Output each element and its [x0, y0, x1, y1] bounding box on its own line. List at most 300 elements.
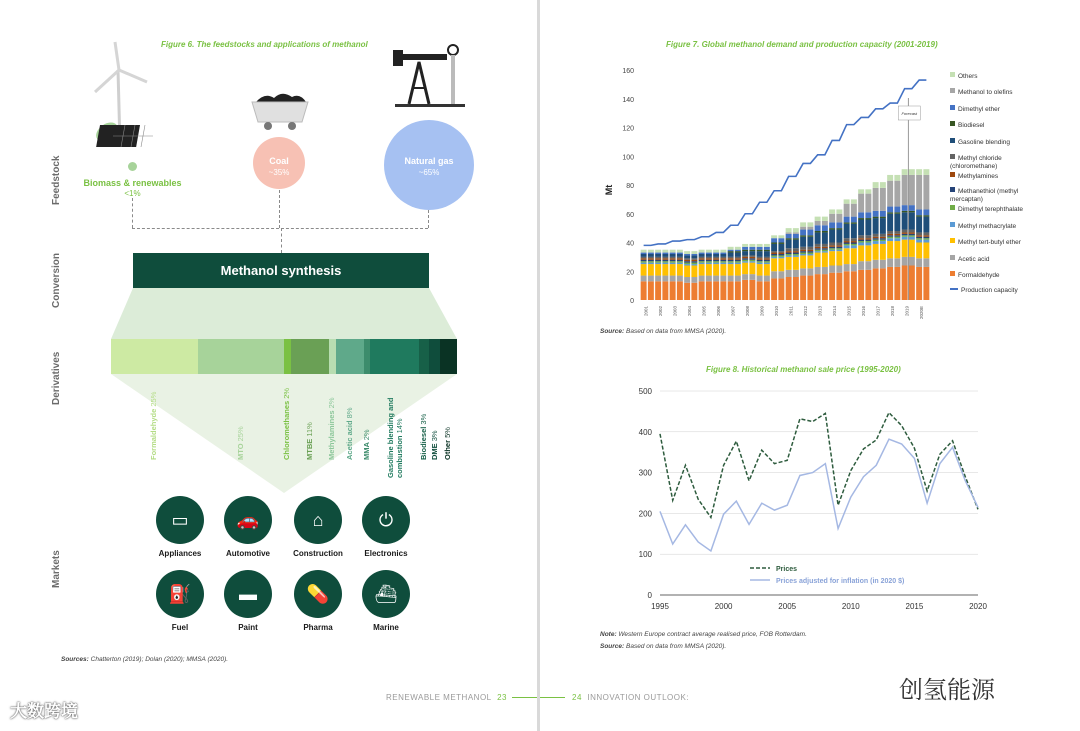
fig7-bar-segment [677, 254, 683, 257]
fig7-bar-segment [713, 250, 719, 253]
fig7-bar-segment [800, 237, 806, 247]
fig7-bar-segment [923, 209, 929, 215]
fig7-bar-segment [902, 175, 908, 205]
fig7-bar-segment [684, 254, 690, 255]
fig7-bar-segment [873, 237, 879, 238]
fig7-bar-segment [648, 253, 654, 254]
fig7-bar-segment [793, 254, 799, 255]
legend-swatch [950, 72, 955, 77]
fig7-bar-segment [735, 250, 741, 251]
fig7-bar-segment [655, 263, 661, 264]
fig8-ytick: 500 [638, 387, 652, 396]
fig7-bar-segment [728, 258, 734, 259]
fig7-bar-segment [807, 247, 813, 250]
fig7-bar-segment [735, 260, 741, 261]
fig7-bar-segment [844, 222, 850, 223]
fig7-xtick: 2004 [686, 306, 692, 317]
fig7-bar-segment [655, 257, 661, 258]
fig7-bar-segment [865, 238, 871, 239]
derivative-name: MTBE [304, 436, 314, 460]
fig7-legend-item [950, 121, 1050, 130]
fig7-bar-segment [720, 264, 726, 276]
fig7-bar-segment [720, 250, 726, 253]
fig7-bar-segment [706, 258, 712, 259]
fig7-bar-segment [670, 253, 676, 254]
fig7-xtick: 2008 [744, 306, 750, 317]
fig8-note-text: Western Europe contract average realised price, FOB Rotterdam. [616, 631, 807, 638]
derivative-segment-mma [364, 339, 371, 374]
fig7-bar-segment [858, 189, 864, 193]
fig7-bar-segment [836, 251, 842, 265]
fig7-bar-segment [873, 240, 879, 241]
fig7-bar-segment [662, 281, 668, 300]
fig7-bar-segment [662, 253, 668, 254]
fig7-bar-segment [858, 270, 864, 300]
derivative-share: 14% [394, 418, 404, 434]
fig7-bar-segment [749, 250, 755, 251]
derivative-share: 3% [429, 430, 439, 442]
fig7-bar-segment [677, 250, 683, 253]
fig7-bar-segment [865, 241, 871, 242]
fig7-bar-segment [655, 258, 661, 259]
fig8-ytick: 300 [638, 468, 652, 478]
fig7-bar-segment [706, 254, 712, 257]
fig7-bar-segment [684, 258, 690, 259]
fig7-bar-segment [655, 254, 661, 257]
market-marine [351, 570, 421, 632]
sources-label: Sources: [61, 656, 89, 663]
fig7-bar-segment [902, 211, 908, 212]
fig7-bar-segment [844, 224, 850, 238]
fig7-bar-segment [916, 258, 922, 267]
figure-8-source [600, 643, 726, 650]
fig7-bar-segment [720, 254, 726, 257]
fig7-bar-segment [757, 244, 763, 247]
fig7-xtick: 2013 [817, 306, 823, 317]
fig7-bar-segment [923, 217, 929, 233]
fig7-bar-segment [851, 199, 857, 203]
fig8-note-label: Note: [600, 631, 617, 638]
fig7-bar-segment [778, 238, 784, 242]
fig7-bar-segment [771, 271, 777, 278]
fig7-bar-segment [735, 251, 741, 252]
fig7-bar-segment [749, 244, 755, 247]
market-appliances [145, 496, 215, 558]
fig7-bar-segment [641, 260, 647, 261]
fig7-bar-segment [749, 255, 755, 256]
feedstock-coal-label: Coal [269, 156, 289, 166]
fig7-bar-segment [822, 225, 828, 231]
fig7-bar-segment [699, 250, 705, 253]
fig7-bar-segment [800, 247, 806, 250]
fig7-bar-segment [764, 247, 770, 250]
figure-7-chart [600, 58, 930, 320]
derivative-share: 25% [149, 391, 159, 407]
fig7-bar-segment [909, 175, 915, 205]
fig8-legend-label: Prices adjusted for inflation (in 2020 $) [776, 578, 905, 585]
fig7-bar-segment [923, 175, 929, 210]
fig7-bar-segment [829, 247, 835, 248]
fig7-xtick: 2011 [788, 306, 794, 316]
fig7-bar-segment [815, 225, 821, 231]
fig7-bar-segment [735, 276, 741, 282]
fig8-source-text: Based on data from MMSA (2020). [624, 643, 727, 650]
fig7-bar-segment [894, 267, 900, 300]
legend-label: Biodiesel [958, 122, 985, 129]
connector-gas [428, 210, 429, 228]
fig7-bar-segment [655, 276, 661, 282]
footer-rule-left [512, 697, 537, 698]
derivative-segment-biodiesel [419, 339, 429, 374]
fig7-bar-segment [800, 254, 806, 255]
fig7-bar-segment [778, 255, 784, 256]
fig7-bar-segment [757, 250, 763, 251]
fig7-bar-segment [858, 218, 864, 219]
feedstock-natural-gas-label: Natural gas [404, 156, 454, 166]
fig7-bar-segment [706, 261, 712, 262]
legend-swatch [950, 105, 955, 110]
fig7-bar-segment [851, 244, 857, 245]
fig7-bar-segment [923, 237, 929, 238]
fig7-bar-segment [786, 228, 792, 232]
legend-label: Production capacity [961, 287, 1018, 294]
fig7-bar-segment [720, 258, 726, 259]
legend-label: Dimethyl terephthalate [958, 206, 1024, 213]
fig7-bar-segment [648, 263, 654, 264]
conversion-side-label: Conversion [51, 252, 62, 308]
fig7-bar-segment [706, 264, 712, 276]
fig7-bar-segment [641, 281, 647, 300]
fig7-bar-segment [793, 253, 799, 254]
fig7-bar-segment [677, 260, 683, 261]
market-construction [283, 496, 353, 558]
fig7-ytick: 140 [622, 96, 634, 104]
fig7-bar-segment [648, 250, 654, 253]
fig7-bar-segment [836, 266, 842, 273]
fig7-bar-segment [909, 234, 915, 235]
derivative-segment-formaldehyde [111, 339, 198, 374]
fig7-bar-segment [793, 255, 799, 256]
fig7-bar-segment [822, 232, 828, 244]
fig8-xtick: 2010 [841, 602, 860, 611]
fig7-bar-segment [836, 248, 842, 249]
fig7-bar-segment [902, 234, 908, 235]
fig7-xtick: 2017 [875, 306, 881, 317]
fig7-bar-segment [728, 247, 734, 250]
fig7-bar-segment [909, 235, 915, 236]
fig7-bar-segment [880, 244, 886, 260]
watermark-left: 大数跨境 [10, 702, 78, 721]
fig7-bar-segment [815, 221, 821, 225]
fig7-bar-segment [880, 260, 886, 269]
fig7-bar-segment [684, 266, 690, 278]
fig7-bar-segment [800, 276, 806, 300]
fig7-bar-segment [829, 251, 835, 265]
fig7-bar-segment [909, 232, 915, 233]
fig7-bar-segment [749, 258, 755, 259]
fig7-bar-segment [793, 257, 799, 270]
fig7-bar-segment [851, 224, 857, 238]
fig7-xtick: 2018 [889, 306, 895, 317]
derivative-share: 25% [235, 426, 245, 442]
fig7-bar-segment [916, 209, 922, 215]
fig7-bar-segment [771, 258, 777, 271]
derivative-label [430, 430, 439, 460]
fig7-bar-segment [807, 230, 813, 236]
fig7-bar-segment [829, 248, 835, 249]
fig7-ytick: 20 [626, 269, 634, 277]
fig7-bar-segment [713, 257, 719, 258]
derivative-segment-mto [198, 339, 285, 374]
fig7-bar-segment [720, 253, 726, 254]
fig7-bar-segment [829, 273, 835, 300]
fig7-bar-segment [742, 250, 748, 251]
derivative-segment-acetic-acid [336, 339, 364, 374]
market-pharma [283, 570, 353, 632]
market-label: Electronics [364, 549, 408, 558]
connector-horizontal [132, 228, 428, 229]
footer-rule-right [540, 697, 565, 698]
market-label: Construction [293, 549, 343, 558]
fig8-ytick: 0 [647, 591, 652, 600]
figure-7-source [600, 328, 726, 335]
fig7-bar-segment [836, 228, 842, 229]
fig7-bar-segment [706, 250, 712, 253]
fig7-bar-segment [858, 240, 864, 241]
fig7-bar-segment [728, 261, 734, 262]
fig7-bar-segment [807, 250, 813, 251]
fig7-bar-segment [684, 260, 690, 261]
left-page [0, 0, 537, 731]
fig7-bar-segment [844, 271, 850, 300]
fig7-bar-segment [742, 274, 748, 280]
market-label: Pharma [303, 623, 333, 632]
fig7-bar-segment [786, 234, 792, 238]
fig7-bar-segment [662, 276, 668, 282]
fig7-bar-segment [916, 238, 922, 239]
fig7-bar-segment [670, 261, 676, 262]
fig7-bar-segment [662, 260, 668, 261]
fig7-bar-segment [786, 277, 792, 300]
fig7-bar-segment [916, 235, 922, 236]
fig7-bar-segment [887, 235, 893, 236]
fig7-bar-segment [699, 276, 705, 282]
fig7-legend-item [950, 88, 1050, 97]
fig7-bar-segment [815, 274, 821, 300]
fig7-xtick: 2001 [643, 306, 649, 317]
legend-label: Methylamines [958, 173, 999, 180]
fig7-bar-segment [749, 260, 755, 261]
fig7-bar-segment [836, 250, 842, 251]
left-footer-text: RENEWABLE METHANOL [386, 693, 492, 702]
fig7-bar-segment [880, 240, 886, 241]
fig7-bar-segment [822, 267, 828, 274]
fig7-bar-segment [735, 281, 741, 300]
fig8-xtick: 2000 [714, 602, 733, 611]
fig7-bar-segment [829, 230, 835, 243]
fig7-bar-segment [742, 257, 748, 258]
fig7-bar-segment [771, 253, 777, 254]
fig7-bar-segment [815, 217, 821, 221]
legend-swatch [950, 222, 955, 227]
fig7-bar-segment [742, 244, 748, 247]
fig7-xtick: 2019 [904, 306, 910, 317]
fig7-bar-segment [662, 261, 668, 262]
derivative-name: Methylamines [327, 408, 337, 460]
fig7-bar-segment [902, 230, 908, 233]
derivatives-side-label: Derivatives [51, 351, 62, 405]
fig7-xtick: 2003 [672, 306, 678, 317]
derivative-name: Formaldehyde [149, 406, 159, 460]
fig7-bar-segment [691, 266, 697, 278]
fig7-bar-segment [691, 263, 697, 264]
fig7-bar-segment [865, 261, 871, 270]
fig7-bar-segment [894, 241, 900, 258]
fig7-bar-segment [757, 251, 763, 257]
fig7-bar-segment [706, 257, 712, 258]
fig7-bar-segment [916, 237, 922, 238]
legend-label: Others [958, 73, 978, 80]
fig7-bar-segment [648, 257, 654, 258]
fig7-bar-segment [771, 254, 777, 255]
fig7-bar-segment [807, 237, 813, 247]
legend-swatch [950, 138, 955, 143]
fig7-bar-segment [757, 276, 763, 282]
fig7-forecast-label: Forecast [901, 111, 918, 116]
fig7-xtick: 2010 [773, 306, 779, 317]
fig7-bar-segment [735, 257, 741, 258]
fig7-legend-item [950, 172, 1050, 181]
fig7-bar-segment [728, 276, 734, 282]
fig7-bar-segment [887, 238, 893, 241]
fig7-bar-segment [894, 237, 900, 238]
crane-icon: ⌂ [294, 496, 342, 544]
derivative-name: Biodiesel [419, 424, 429, 460]
fig7-bar-segment [757, 247, 763, 250]
fig7-bar-segment [844, 264, 850, 271]
fig7-bar-segment [800, 253, 806, 254]
fig7-bar-segment [764, 276, 770, 282]
fig7-bar-segment [677, 281, 683, 300]
fig7-bar-segment [851, 264, 857, 271]
tv-icon: ▭ [156, 496, 204, 544]
fig7-bar-segment [822, 217, 828, 221]
fig7-bar-segment [764, 244, 770, 247]
legend-swatch [950, 154, 955, 159]
fig7-bar-segment [662, 250, 668, 253]
fig7-xtick: 2020E [918, 306, 924, 320]
market-label: Marine [373, 623, 399, 632]
fig7-bar-segment [873, 234, 879, 237]
fig7-bar-segment [902, 266, 908, 301]
fig7-bar-segment [873, 182, 879, 188]
fig7-bar-segment [655, 260, 661, 261]
fig7-bar-segment [858, 261, 864, 270]
fig7-bar-segment [851, 222, 857, 223]
fig7-bar-segment [902, 232, 908, 233]
fig7-bar-segment [691, 255, 697, 258]
fig7-bar-segment [764, 263, 770, 264]
fig7-bar-segment [894, 207, 900, 213]
fig7-bar-segment [815, 244, 821, 247]
fig8-series-line [660, 439, 978, 551]
fig7-bar-segment [916, 232, 922, 235]
legend-swatch [950, 288, 958, 290]
fig7-bar-segment [691, 260, 697, 261]
fig7-bar-segment [757, 281, 763, 300]
fig7-bar-segment [887, 207, 893, 213]
fig7-bar-segment [916, 240, 922, 243]
fig8-series-line [660, 413, 978, 518]
fig7-bar-segment [720, 261, 726, 262]
fig7-bar-segment [887, 234, 893, 235]
figure-8-note [600, 631, 807, 638]
right-footer [572, 693, 689, 702]
right-page-number: 24 [572, 693, 582, 702]
fig7-bar-segment [851, 243, 857, 244]
right-page [540, 0, 1080, 731]
fig7-bar-segment [880, 188, 886, 211]
fig7-bar-segment [699, 281, 705, 300]
fig7-bar-segment [720, 257, 726, 258]
fig7-bar-segment [764, 264, 770, 276]
fig7-bar-segment [720, 260, 726, 261]
fig7-bar-segment [735, 258, 741, 259]
fig7-bar-segment [902, 257, 908, 266]
fig7-bar-segment [807, 235, 813, 236]
fig8-xtick: 2005 [778, 602, 797, 611]
fig7-bar-segment [909, 257, 915, 266]
fig7-bar-segment [771, 251, 777, 252]
fig7-bar-segment [894, 212, 900, 213]
fig7-bar-segment [887, 241, 893, 258]
fig7-bar-segment [858, 194, 864, 213]
fig7-bar-segment [923, 169, 929, 175]
fig8-legend-label: Prices [776, 566, 798, 573]
fig7-bar-segment [829, 250, 835, 251]
fig7-bar-segment [691, 251, 697, 254]
fig8-xtick: 2020 [969, 602, 987, 611]
figure-7-title: Figure 7. Global methanol demand and production capacity (2001-2019) [666, 40, 938, 49]
market-label: Paint [238, 623, 258, 632]
fig7-bar-segment [699, 264, 705, 276]
fig7-bar-segment [670, 263, 676, 264]
figure-6-sources [61, 656, 228, 663]
fig7-legend-item [950, 238, 1050, 247]
derivatives-bar [111, 339, 457, 374]
fig7-bar-segment [858, 241, 864, 242]
fig7-bar-segment [699, 261, 705, 262]
fig7-bar-segment [807, 254, 813, 255]
feedstock-biomass-label: Biomass & renewables [83, 178, 182, 188]
fig7-bar-segment [641, 276, 647, 282]
fig7-bar-segment [662, 264, 668, 276]
fig7-bar-segment [909, 212, 915, 229]
fig7-legend-item [950, 271, 1050, 280]
fig7-bar-segment [648, 260, 654, 261]
fig8-xtick: 1995 [651, 602, 669, 611]
fig7-bar-segment [742, 255, 748, 256]
fig7-bar-segment [713, 276, 719, 282]
fig7-bar-segment [844, 217, 850, 223]
figure-6-title: Figure 6. The feedstocks and applications of methanol [161, 40, 368, 49]
fig7-bar-segment [749, 263, 755, 275]
fig7-bar-segment [720, 276, 726, 282]
connector-coal [279, 190, 280, 228]
fig7-bar-segment [670, 264, 676, 276]
fig7-bar-segment [909, 169, 915, 175]
legend-swatch [950, 271, 955, 276]
